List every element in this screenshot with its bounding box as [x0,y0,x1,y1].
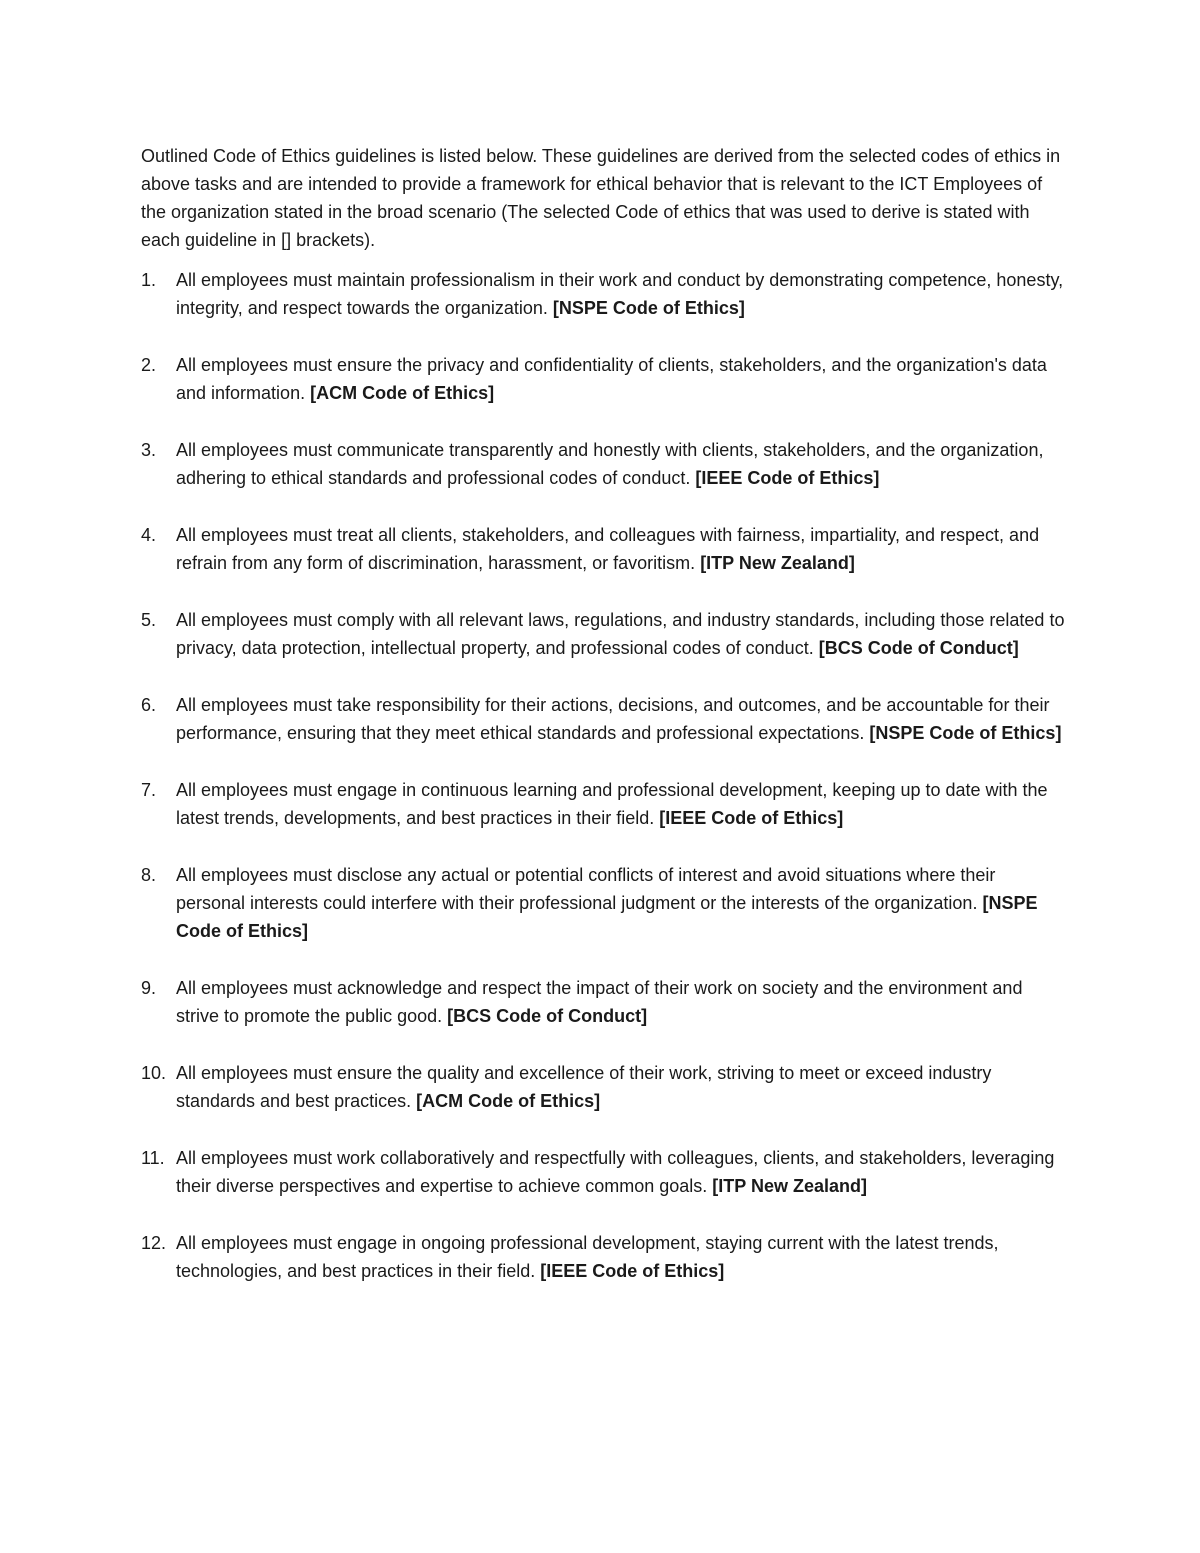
guideline-item [141,776,1066,832]
guideline-item [141,266,1066,322]
guideline-text: All employees must take responsibility for their actions, decisions, and outcomes, and be accountable for their performance, ensuring that they meet ethical standards and professional expectations. [176,695,1050,743]
guideline-number: 5. [141,610,157,630]
guideline-text: All employees must acknowledge and respect the impact of their work on society and the environment and strive to promote the public good. [176,978,1023,1026]
guideline-text: All employees must maintain professionalism in their work and conduct by demonstrating competence, honesty, integrity, and respect towards the organization. [176,270,1064,318]
guideline-item [141,691,1066,747]
guideline-source: [NSPE Code of Ethics] [552,298,745,318]
guideline-source: [ACM Code of Ethics] [310,383,495,403]
guideline-number: 6. [141,695,157,715]
guideline-source: [IEEE Code of Ethics] [540,1261,725,1281]
guideline-number: 3. [141,440,157,460]
guidelines-list [141,266,1066,1285]
guideline-source: [IEEE Code of Ethics] [659,808,844,828]
guideline-item [141,1144,1066,1200]
guideline-text: All employees must engage in ongoing professional development, staying current with the latest trends, technologies, and best practices in their field. [176,1233,999,1281]
guideline-text: All employees must ensure the quality and excellence of their work, striving to meet or exceed industry standards and best practices. [176,1063,992,1111]
guideline-number: 1. [141,270,157,290]
guideline-text: All employees must comply with all relevant laws, regulations, and industry standards, including those related to privacy, data protection, intellectual property, and professional codes of conduct. [176,610,1065,658]
guideline-text: All employees must engage in continuous learning and professional development, keeping up to date with the latest trends, developments, and best practices in their field. [176,780,1048,828]
guideline-source: [ITP New Zealand] [700,553,855,573]
guideline-text: All employees must treat all clients, stakeholders, and colleagues with fairness, impartiality, and respect, and refrain from any form of discrimination, harassment, or favoritism. [176,525,1040,573]
guideline-text: All employees must disclose any actual or potential conflicts of interest and avoid situations where their personal interests could interfere with their professional judgment or the interests of the organization. [176,865,996,913]
guideline-source: [NSPE Code of Ethics] [869,723,1062,743]
guideline-item [141,606,1066,662]
guideline-text: All employees must work collaboratively and respectfully with colleagues, clients, and stakeholders, leveraging their diverse perspectives and expertise to achieve common goals. [176,1148,1055,1196]
guideline-number: 8. [141,865,157,885]
guideline-source: [BCS Code of Conduct] [818,638,1019,658]
guideline-number: 11. [141,1148,165,1168]
guideline-number: 4. [141,525,157,545]
guideline-item [141,861,1066,945]
document-body [141,142,1066,1314]
guideline-number: 10. [141,1063,167,1083]
guideline-source: [NSPE Code of Ethics] [176,893,1038,941]
guideline-number: 12. [141,1233,167,1253]
guideline-text: All employees must communicate transparently and honestly with clients, stakeholders, and the organization, adhering to ethical standards and professional codes of conduct. [176,440,1044,488]
guideline-number: 2. [141,355,157,375]
guideline-source: [BCS Code of Conduct] [447,1006,648,1026]
guideline-number: 9. [141,978,157,998]
guideline-item [141,351,1066,407]
guideline-source: [IEEE Code of Ethics] [695,468,880,488]
guideline-number: 7. [141,780,157,800]
guideline-item [141,521,1066,577]
guideline-item [141,436,1066,492]
guideline-item [141,974,1066,1030]
guideline-item [141,1229,1066,1285]
guideline-text: All employees must ensure the privacy and confidentiality of clients, stakeholders, and the organization's data and information. [176,355,1047,403]
guideline-item [141,1059,1066,1115]
guideline-source: [ACM Code of Ethics] [416,1091,601,1111]
intro-paragraph: Outlined Code of Ethics guidelines is listed below. These guidelines are derived from the selected codes of ethics in above tasks and are intended to provide a framework for ethical behavior that is relevant to the ICT Employees of the organization stated in the broad scenario (The selected Code of ethics that was used to derive is stated with each guideline in [] brackets). [141,146,1061,250]
guideline-source: [ITP New Zealand] [712,1176,867,1196]
